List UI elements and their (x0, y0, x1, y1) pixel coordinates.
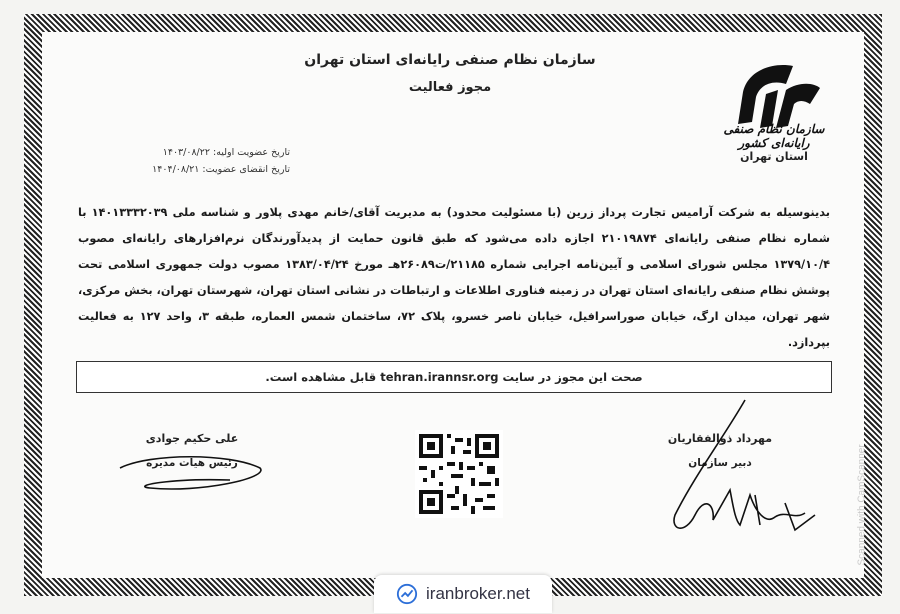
chairman-name: علی حکیم جوادی (145, 432, 239, 445)
qr-code-icon (415, 430, 503, 518)
logo-province: استان تهران (740, 150, 808, 163)
iranbroker-watermark[interactable] (374, 575, 552, 613)
watermark-brand-text: iranbroker.net (426, 584, 530, 603)
secretary-signature-icon (655, 395, 825, 545)
logo-org-name: سازمان نظام صنفی رایانه‌ای کشور (723, 122, 825, 150)
scanner-watermark-text: Scanned with CamScanner (856, 444, 868, 566)
certificate-text: بدینوسیله به شرکت آرامیس تجارت پرداز زرین (با مسئولیت محدود) به مدیریت آقای/خانم مهدی پلاور و شناسه ملی ۱۴۰۱۳۳۳۲۰۳۹ با شماره نظام صنفی رایانه‌ای ۲۱۰۱۹۸۷۴ اجازه داده می‌شود که طبق قانون حمایت از پدیدآورندگان نرم‌افزارهای رایانه‌ای مصوب ۱۳۷۹/۱۰/۴ مجلس شورای اسلامی و آیین‌نامه اجرایی شماره ۲۱۱۸۵/ت۲۶۰۸۹هـ مورخ ۱۳۸۳/۰۴/۲۴ مصوب دولت جمهوری اسلامی تحت پوشش نظام صنفی رایانه‌ای استان تهران در زمینه فناوری اطلاعات و ارتباطات در نشانی استان تهران، شهرستان تهران، بخش مرکزی، شهر تهران، میدان ارگ، خیابان صوراسرافیل، خیابان ناصر خسرو، پلاک ۷۲، ساختمان شمس العماره، طبقه ۳، واحد ۱۲۷ به فعالیت بپردازد. (78, 206, 830, 349)
scanner-watermark (852, 300, 866, 580)
trend-chart-icon (396, 583, 418, 605)
verify-prefix: صحت این مجوز در سایت (502, 370, 643, 384)
expiry-date: تاریخ انقضای عضویت: ۱۴۰۴/۰۸/۲۱ (152, 164, 290, 175)
verify-suffix: قابل مشاهده است. (265, 370, 377, 384)
verification-box (76, 361, 832, 393)
chairman-signature-icon (110, 448, 280, 498)
first-membership-date: تاریخ عضویت اولیه: ۱۴۰۳/۰۸/۲۲ (162, 147, 290, 158)
secretary-name: مهرداد ذوالفقاریان (667, 432, 773, 445)
membership-dates (60, 144, 290, 178)
verify-url[interactable]: tehran.irannsr.org (380, 370, 499, 384)
secretary-role: دبیر سازمان (688, 457, 752, 469)
chairman-role: رئیس هیات مدیره (146, 457, 238, 469)
certificate-title: سازمان نظام صنفی رایانه‌ای استان تهران (304, 52, 596, 68)
certificate-subtitle: مجوز فعالیت (408, 80, 492, 95)
